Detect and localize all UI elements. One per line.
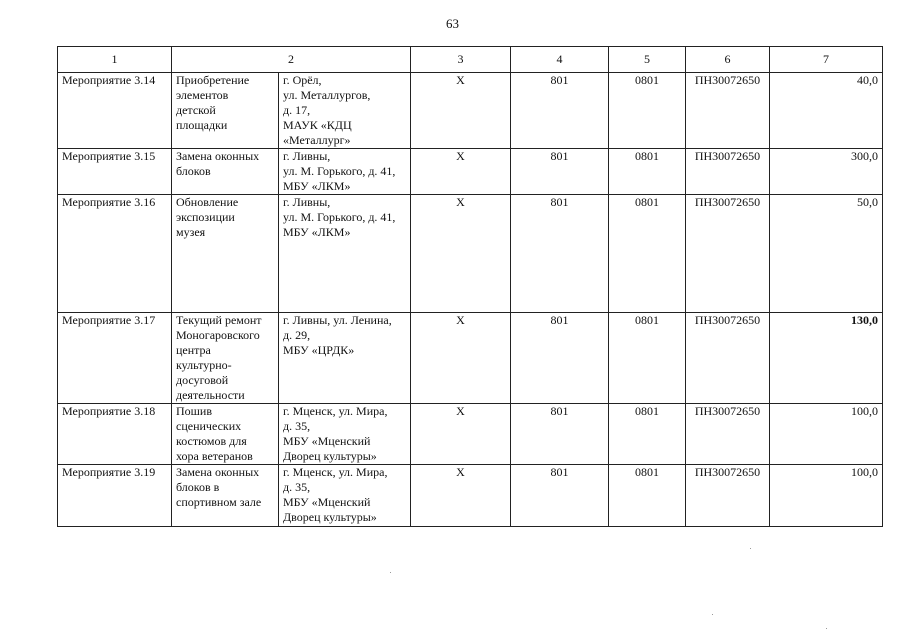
column-header: 4: [511, 47, 609, 73]
col4-cell: 801: [511, 313, 609, 404]
column-header: 2: [172, 47, 411, 73]
work-name-line: сценических: [176, 419, 242, 433]
column-header: 6: [686, 47, 770, 73]
event-cell: Мероприятие 3.19: [58, 465, 172, 527]
address-line: Дворец культуры»: [283, 510, 377, 524]
col4-cell: 801: [511, 73, 609, 149]
col3-cell: Х: [411, 313, 511, 404]
col5-cell: 0801: [609, 465, 686, 527]
work-name-cell: [172, 73, 279, 149]
amount-cell: 130,0: [770, 313, 883, 404]
work-name-line: блоков: [176, 164, 211, 178]
work-name-line: Текущий ремонт: [176, 313, 262, 327]
col5-cell: 0801: [609, 195, 686, 313]
event-cell: Мероприятие 3.14: [58, 73, 172, 149]
col3-cell: Х: [411, 149, 511, 195]
col4-cell: 801: [511, 149, 609, 195]
table-header-row: [58, 47, 883, 73]
event-cell: Мероприятие 3.15: [58, 149, 172, 195]
address-line: МБУ «ЛКМ»: [283, 179, 351, 193]
budget-table: [57, 46, 883, 527]
amount-cell: 50,0: [770, 195, 883, 313]
table-row: [58, 313, 883, 404]
address-line: д. 35,: [283, 480, 311, 494]
address-line: ул. М. Горького, д. 41,: [283, 164, 396, 178]
address-line: г. Мценск, ул. Мира,: [283, 465, 388, 479]
work-name-line: хора ветеранов: [176, 449, 253, 463]
work-name-line: костюмов для: [176, 434, 247, 448]
amount-cell: 300,0: [770, 149, 883, 195]
address-line: «Металлург»: [283, 133, 351, 147]
address-line: д. 17,: [283, 103, 311, 117]
address-cell: [279, 73, 411, 149]
address-line: д. 29,: [283, 328, 311, 342]
address-line: МБУ «ЛКМ»: [283, 225, 351, 239]
work-name-line: Замена оконных: [176, 465, 260, 479]
address-cell: [279, 313, 411, 404]
col6-cell: ПН30072650: [686, 195, 770, 313]
address-line: МБУ «Мценский: [283, 434, 371, 448]
col4-cell: 801: [511, 195, 609, 313]
address-line: г. Мценск, ул. Мира,: [283, 404, 388, 418]
amount-cell: 40,0: [770, 73, 883, 149]
work-name-cell: [172, 465, 279, 527]
work-name-cell: [172, 149, 279, 195]
work-name-line: экспозиции: [176, 210, 235, 224]
table-row: [58, 73, 883, 149]
work-name-line: музея: [176, 225, 206, 239]
column-header: 5: [609, 47, 686, 73]
work-name-line: культурно-: [176, 358, 232, 372]
col3-cell: Х: [411, 404, 511, 465]
table-row: [58, 404, 883, 465]
scan-speck: [712, 614, 713, 615]
col4-cell: 801: [511, 465, 609, 527]
work-name-line: площадки: [176, 118, 228, 132]
work-name-line: Замена оконных: [176, 149, 260, 163]
column-header: 1: [58, 47, 172, 73]
address-line: МАУК «КДЦ: [283, 118, 352, 132]
address-cell: [279, 195, 411, 313]
table-row: [58, 465, 883, 527]
event-cell: Мероприятие 3.17: [58, 313, 172, 404]
col3-cell: Х: [411, 465, 511, 527]
address-cell: [279, 149, 411, 195]
address-line: Дворец культуры»: [283, 449, 377, 463]
amount-cell: 100,0: [770, 465, 883, 527]
scan-speck: [826, 628, 827, 629]
col4-cell: 801: [511, 404, 609, 465]
col5-cell: 0801: [609, 149, 686, 195]
page-number: 63: [446, 16, 459, 31]
work-name-line: центра: [176, 343, 211, 357]
column-header: 3: [411, 47, 511, 73]
address-line: д. 35,: [283, 419, 311, 433]
amount-cell: 100,0: [770, 404, 883, 465]
address-cell: [279, 465, 411, 527]
col6-cell: ПН30072650: [686, 313, 770, 404]
work-name-line: блоков в: [176, 480, 220, 494]
work-name-line: Пошив: [176, 404, 212, 418]
address-line: МБУ «Мценский: [283, 495, 371, 509]
column-header: 7: [770, 47, 883, 73]
work-name-line: спортивном зале: [176, 495, 262, 509]
scan-speck: [390, 572, 391, 573]
work-name-cell: [172, 404, 279, 465]
scan-speck: [750, 548, 751, 549]
col6-cell: ПН30072650: [686, 73, 770, 149]
work-name-line: деятельности: [176, 388, 245, 402]
work-name-line: элементов: [176, 88, 229, 102]
table-row: [58, 195, 883, 313]
table-row: [58, 149, 883, 195]
col6-cell: ПН30072650: [686, 149, 770, 195]
work-name-cell: [172, 195, 279, 313]
address-line: г. Ливны,: [283, 195, 331, 209]
work-name-line: досуговой: [176, 373, 229, 387]
address-cell: [279, 404, 411, 465]
address-line: г. Орёл,: [283, 73, 322, 87]
event-cell: Мероприятие 3.18: [58, 404, 172, 465]
col3-cell: Х: [411, 195, 511, 313]
work-name-line: Обновление: [176, 195, 239, 209]
work-name-line: Приобретение: [176, 73, 250, 87]
event-cell: Мероприятие 3.16: [58, 195, 172, 313]
address-line: ул. М. Горького, д. 41,: [283, 210, 396, 224]
address-line: ул. Металлургов,: [283, 88, 371, 102]
col6-cell: ПН30072650: [686, 465, 770, 527]
work-name-line: Моногаровского: [176, 328, 260, 342]
address-line: г. Ливны, ул. Ленина,: [283, 313, 392, 327]
address-line: г. Ливны,: [283, 149, 331, 163]
work-name-cell: [172, 313, 279, 404]
col3-cell: Х: [411, 73, 511, 149]
col5-cell: 0801: [609, 404, 686, 465]
col5-cell: 0801: [609, 73, 686, 149]
col6-cell: ПН30072650: [686, 404, 770, 465]
work-name-line: детской: [176, 103, 216, 117]
address-line: МБУ «ЦРДК»: [283, 343, 355, 357]
col5-cell: 0801: [609, 313, 686, 404]
